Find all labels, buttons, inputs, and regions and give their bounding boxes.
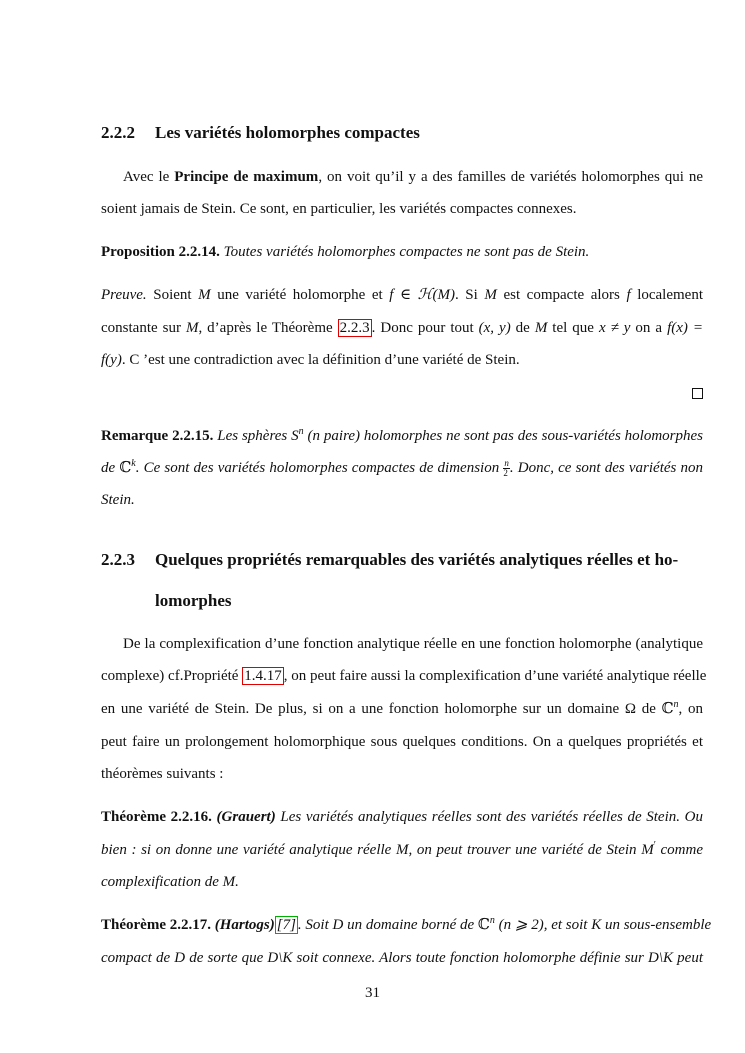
proposition-2-2-14 (101, 242, 703, 262)
principe-maximum: Principe de maximum (174, 169, 319, 185)
proposition-label: Proposition 2.2.14. (101, 244, 220, 260)
theorem-2-2-16-line-1: Théorème 2.2.16. (Grauert) Les variétés analytiques réelles sont des variétés réelles de Stein. Ou (101, 809, 703, 825)
section-heading-2-2-2 (101, 123, 703, 143)
proof-line-1: Preuve. Soient M une variété holomorphe et f ∈ ℋ(M). Si M est compacte alors f localement (101, 287, 703, 303)
remark-label: Remarque 2.2.15. (101, 428, 214, 444)
remark-line-1: Remarque 2.2.15. Les sphères $S^n$ (n paire) holomorphes ne sont pas des sous-variétés holomorphes (101, 426, 704, 444)
paragraph-2-line-1: De la complexification d’une fonction analytique réelle en une fonction holomorphe (analytique (123, 636, 703, 652)
paragraph-1-line-1: Avec le Principe de maximum, on voit qu’il y a des familles de variétés holomorphes qui ne (123, 169, 703, 185)
qed-square-icon (692, 388, 703, 399)
section-title: Les variétés holomorphes compactes (155, 123, 420, 142)
theorem-label: Théorème 2.2.16. (101, 809, 212, 825)
property-ref-link[interactable]: 1.4.17 (244, 668, 282, 684)
remark-line-3: Stein. (101, 492, 135, 508)
paragraph-2-line-3: en une variété de Stein. De plus, si on a une fonction holomorphe sur un domaine Ω de ℂ$^n$, on (101, 699, 703, 717)
paragraph-2-line-2: complexe) cf.Propriété 1.4.17 , on peut faire aussi la complexification d’une variété analytique réelle (101, 668, 707, 684)
theorem-2-2-16-line-3: complexification de M. (101, 874, 239, 890)
theorem-2-2-17-line-2: compact de D de sorte que D\K soit connexe. Alors toute fonction holomorphe définie sur D\K peut (101, 950, 703, 966)
section-title-line-2: lomorphes (155, 591, 232, 610)
proof-line-3: f(y). C ’est une contradiction avec la définition d’une variété de Stein. (101, 352, 520, 368)
section-title-line-1: Quelques propriétés remarquables des variétés analytiques réelles et ho- (155, 550, 679, 569)
proposition-text: Toutes variétés holomorphes compactes ne sont pas de Stein. (223, 244, 590, 260)
proof-line-2: constante sur M, d’après le Théorème 2.2.3 . Donc pour tout (x, y) de M tel que x ≠ y on a f(x) = (101, 320, 703, 336)
fraction-n-over-2: $\frac{n}{2}$ (503, 458, 509, 479)
theorem-2-2-16-line-2: bien : si on donne une variété analytique réelle M, on peut trouver une variété de Stein M′ comme (101, 840, 703, 858)
paragraph-2-line-4: peut faire un prolongement holomorphique sous quelques conditions. On a quelques propriétés et (101, 734, 703, 750)
proof-label: Preuve. (101, 287, 147, 303)
section-number: 2.2.3 (101, 550, 135, 569)
section-heading-2-2-3 (101, 550, 703, 570)
theorem-2-2-17-line-1: Théorème 2.2.17. (Hartogs) [7] . Soit D un domaine borné de ℂ$^n$ (n ⩾ 2), et soit K un sous-ensemble (101, 915, 712, 933)
paragraph-2-line-5: théorèmes suivants : (101, 766, 224, 782)
theorem-ref-link[interactable]: 2.2.3 (339, 320, 370, 336)
citation-ref-link[interactable]: [7] (276, 917, 296, 933)
theorem-label: Théorème 2.2.17. (101, 917, 211, 933)
paragraph-1-line-2: soient jamais de Stein. Ce sont, en particulier, les variétés compactes connexes. (101, 201, 577, 217)
page-number: 31 (365, 985, 380, 1001)
section-number: 2.2.2 (101, 123, 135, 142)
remark-line-2: de ℂ$^k$. Ce sont des variétés holomorphes compactes de dimension $\frac{n}{2}$ . Donc, ce sont des variétés non (101, 458, 703, 479)
